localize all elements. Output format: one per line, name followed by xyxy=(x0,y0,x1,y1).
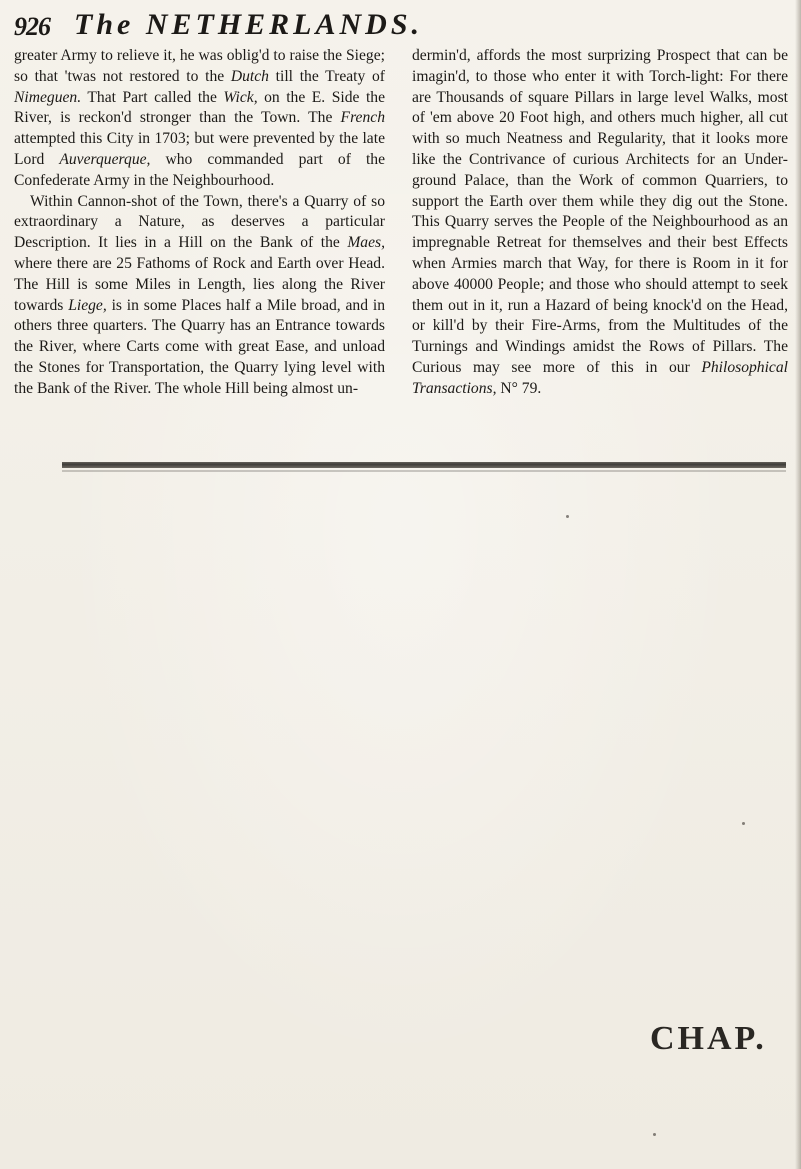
right-column xyxy=(412,46,788,400)
italic-french: French xyxy=(340,109,385,127)
section-divider-rule xyxy=(62,462,786,468)
section-divider-shadow xyxy=(62,470,786,472)
italic-maes: Maes, xyxy=(347,234,385,252)
italic-nimeguen: Nimeguen. xyxy=(14,88,82,106)
ink-speck xyxy=(742,822,745,825)
left-column xyxy=(14,46,385,400)
italic-auverquerque: Auverquerque, xyxy=(59,150,151,168)
running-title: The NETHERLANDS. xyxy=(74,8,424,41)
ink-speck xyxy=(566,515,569,518)
page-number: 926 xyxy=(14,12,50,41)
ink-speck xyxy=(653,1133,656,1136)
italic-liege: Liege, xyxy=(68,296,107,314)
italic-dutch: Dutch xyxy=(230,67,269,85)
catchword: CHAP. xyxy=(650,1020,767,1057)
italic-wick: Wick, xyxy=(223,88,258,106)
paragraph-quarry-continued: dermin'd, affords the most surprizing Prospect that can be imagin'd, to those who enter it with Torch-light: For there are Thousands of square Pillars in large level Walks, most of 'em above 20 Foot high, and others much higher, all cut with so much Neatness and Regularity, that it looks more like the Contrivance of curious Architects for an Under-ground Palace, than the Work of common Quarriers, to support the Earth over them while they dig out the Stone. This Quarry serves the People of the Neighbourhood as an impregnable Retreat for themselves and their best Effects when Armies march that Way, for there is Room in it for above 40000 People; and those who should attempt to seek them out in it, run a Hazard of being knock'd on the Head, or kill'd by their Fire-Arms, from the Multitudes of the Turnings and Windings amidst the Rows of Pillars. The Curious may see more of this in our Philosophical Transactions, N° 79. xyxy=(412,47,788,397)
italic-philosophical-transactions: Philosophical Transactions, xyxy=(412,358,788,397)
paragraph-quarry: Within Cannon-shot of the Town, there's a Quarry of so extraordinary a Nature, as deserves a particular Description. It lies in a Hill on the Bank of the Maes, where there are 25 Fathoms of Rock and Earth over Head. The Hill is some Miles in Length, lies along the River towards Liege, is in some Places half a Mile broad, and in others three quarters. The Quarry has an Entrance towards the River, where Carts come with great Ease, and unload the Stones for Transportation, the Quarry lying level with the Bank of the River. The whole Hill being almost un- xyxy=(14,192,385,397)
page-edge-shadow xyxy=(795,0,801,1169)
page-header xyxy=(14,8,789,44)
paragraph-siege: greater Army to relieve it, he was oblig'd to raise the Siege; so that 'twas not restored to the Dutch till the Treaty of Nimeguen. That Part called the Wick, on the E. Side the River, is reckon'd stronger than the Town. The French attempted this City in 1703; but were prevented by the late Lord Auverquerque, who commanded part of the Confederate Army in the Neighbourhood. xyxy=(14,47,385,189)
